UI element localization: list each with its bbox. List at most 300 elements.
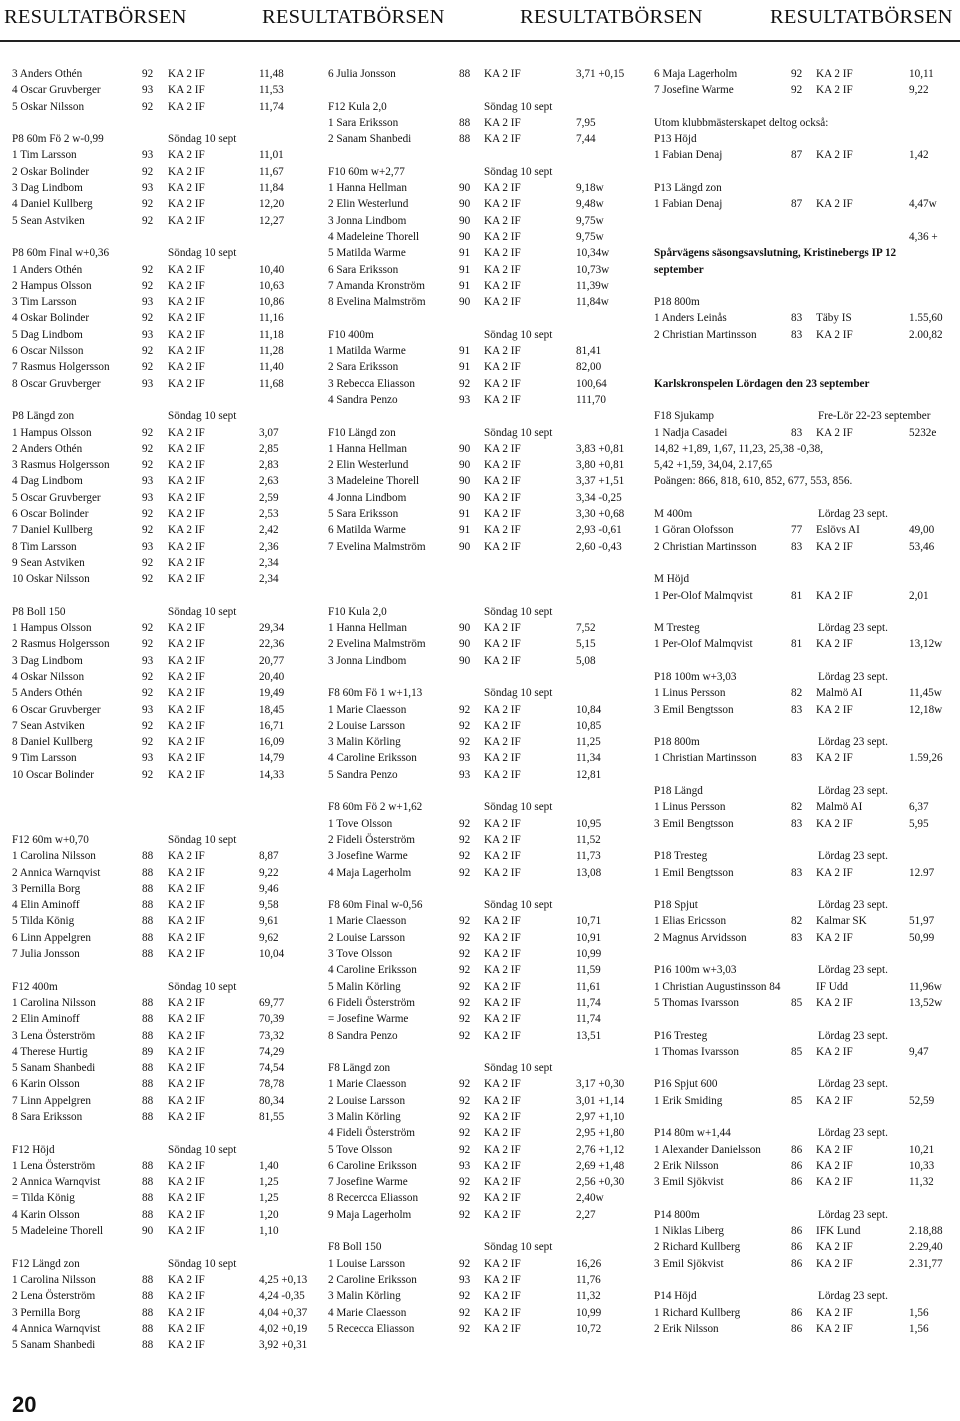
event-date: Lördag 23 sept. bbox=[818, 964, 888, 977]
birth-year: 86 bbox=[791, 1306, 803, 1319]
athlete-name: 1 Marie Claesson bbox=[328, 915, 407, 928]
birth-year: 92 bbox=[459, 931, 471, 944]
result-row bbox=[12, 1288, 312, 1304]
result-value: 10,63 bbox=[259, 279, 285, 292]
athlete-name: 3 Malin Körling bbox=[328, 736, 401, 749]
results-column-2 bbox=[328, 66, 642, 1337]
athlete-name: 3 Madeleine Thorell bbox=[328, 475, 420, 488]
result-value: 12,81 bbox=[576, 768, 602, 781]
result-value: 50,99 bbox=[909, 931, 935, 944]
result-row bbox=[12, 99, 312, 115]
event-date: Söndag 10 sept bbox=[484, 801, 553, 814]
club-name: KA 2 IF bbox=[168, 687, 205, 700]
birth-year: 86 bbox=[791, 1143, 803, 1156]
result-row bbox=[328, 865, 642, 881]
result-value: 20,40 bbox=[259, 670, 285, 683]
event-heading bbox=[654, 962, 956, 978]
athlete-name: 1 Hanna Hellman bbox=[328, 182, 407, 195]
club-name: KA 2 IF bbox=[168, 1225, 205, 1238]
club-name: KA 2 IF bbox=[168, 736, 205, 749]
spacer bbox=[654, 653, 956, 669]
result-row bbox=[328, 506, 642, 522]
result-value: 4,02 +0,19 bbox=[259, 1322, 308, 1335]
result-value: 9,22 bbox=[259, 866, 279, 879]
result-value: 12,20 bbox=[259, 198, 285, 211]
event-name: P18 Längd bbox=[654, 785, 703, 798]
result-value: 3,71 +0,15 bbox=[576, 68, 625, 80]
club-name: KA 2 IF bbox=[168, 1078, 205, 1091]
result-value: 10,84 bbox=[576, 703, 602, 716]
result-value: 11,32 bbox=[909, 1176, 934, 1189]
result-value: 8,87 bbox=[259, 850, 279, 863]
club-name: KA 2 IF bbox=[168, 459, 205, 472]
birth-year: 90 bbox=[459, 442, 471, 455]
club-name: KA 2 IF bbox=[168, 573, 205, 586]
athlete-name: 3 Emil Sjökvist bbox=[654, 1176, 724, 1189]
result-row bbox=[328, 262, 642, 278]
result-row bbox=[328, 392, 642, 408]
spacer bbox=[328, 147, 642, 163]
result-row bbox=[12, 343, 312, 359]
result-value: 10,91 bbox=[576, 931, 602, 944]
event-name: P16 Spjut 600 bbox=[654, 1078, 718, 1091]
result-value: 5232e bbox=[909, 426, 937, 439]
result-value: 14,33 bbox=[259, 768, 285, 781]
result-row bbox=[12, 1093, 312, 1109]
event-name: M 400m bbox=[654, 508, 693, 521]
club-name: KA 2 IF bbox=[816, 996, 853, 1009]
birth-year: 86 bbox=[791, 1159, 803, 1172]
club-name: KA 2 IF bbox=[816, 426, 853, 439]
result-row bbox=[654, 1321, 956, 1337]
club-name: KA 2 IF bbox=[816, 84, 853, 97]
athlete-name: 1 Anders Leinås bbox=[654, 312, 727, 325]
result-value: 2,56 +0,30 bbox=[576, 1176, 625, 1189]
result-value: 2.00,82 bbox=[909, 328, 943, 341]
birth-year: 81 bbox=[791, 589, 803, 602]
result-value: 2,93 -0,61 bbox=[576, 524, 622, 537]
athlete-name: 5 Matilda Warme bbox=[328, 247, 406, 260]
event-date: Söndag 10 sept bbox=[484, 1062, 553, 1075]
event-name: F12 Höjd bbox=[12, 1143, 55, 1156]
athlete-name: 8 Daniel Kullberg bbox=[12, 736, 93, 749]
club-name: KA 2 IF bbox=[484, 866, 521, 879]
result-value: 69,77 bbox=[259, 996, 285, 1009]
club-name: KA 2 IF bbox=[816, 1176, 853, 1189]
athlete-name: 1 Thomas Ivarsson bbox=[654, 1045, 739, 1058]
spacer bbox=[654, 1109, 956, 1125]
event-heading bbox=[654, 848, 956, 864]
event-name: F8 60m Final w-0,56 bbox=[328, 899, 423, 912]
result-row bbox=[12, 946, 312, 962]
result-value: 82,00 bbox=[576, 361, 602, 374]
result-value: 2,97 +1,10 bbox=[576, 1111, 625, 1123]
result-row bbox=[654, 1239, 956, 1255]
club-name: KA 2 IF bbox=[168, 540, 205, 553]
club-name: KA 2 IF bbox=[168, 345, 205, 358]
birth-year: 83 bbox=[791, 328, 803, 341]
athlete-name: 6 Karin Olsson bbox=[12, 1078, 80, 1091]
club-name: KA 2 IF bbox=[484, 833, 521, 846]
event-name: P8 60m Fö 2 w-0,99 bbox=[12, 133, 104, 146]
club-name: KA 2 IF bbox=[484, 768, 521, 781]
result-value: 1,40 bbox=[259, 1159, 279, 1172]
club-name: IFK Lund bbox=[816, 1225, 861, 1238]
athlete-name: 4 Maja Lagerholm bbox=[328, 866, 412, 879]
spacer bbox=[328, 571, 642, 587]
event-date: Söndag 10 sept bbox=[484, 165, 553, 178]
event-name: F8 Boll 150 bbox=[328, 1241, 382, 1254]
result-value: 5,95 bbox=[909, 817, 929, 830]
result-value: 10,34w bbox=[576, 247, 610, 260]
athlete-name: 3 Emil Bengtsson bbox=[654, 817, 734, 830]
athlete-name: 2 Anders Othén bbox=[12, 442, 83, 455]
spacer bbox=[328, 310, 642, 326]
result-value: 11,53 bbox=[259, 84, 284, 97]
result-row bbox=[12, 1060, 312, 1076]
athlete-name: 1 Elias Ericsson bbox=[654, 915, 727, 928]
result-value: 81,55 bbox=[259, 1111, 285, 1123]
event-date: Lördag 23 sept. bbox=[818, 1290, 888, 1303]
result-value: 11,16 bbox=[259, 312, 284, 325]
result-value: 11,67 bbox=[259, 165, 284, 178]
club-name: KA 2 IF bbox=[168, 149, 205, 162]
club-name: KA 2 IF bbox=[168, 1062, 205, 1075]
result-row bbox=[12, 865, 312, 881]
result-value: 52,59 bbox=[909, 1094, 935, 1107]
result-value: 9,22 bbox=[909, 84, 929, 97]
birth-year: 88 bbox=[142, 1062, 154, 1075]
event-name: F8 60m Fö 1 w+1,13 bbox=[328, 687, 423, 700]
result-row bbox=[328, 1321, 642, 1337]
event-heading bbox=[328, 897, 642, 913]
birth-year: 92 bbox=[142, 198, 154, 211]
header-title: RESULTATBÖRSEN bbox=[520, 6, 703, 28]
spacer bbox=[328, 783, 642, 799]
result-value: 9,75w bbox=[576, 214, 604, 227]
event-date: Söndag 10 sept bbox=[484, 426, 553, 439]
birth-year: 92 bbox=[142, 165, 154, 178]
event-name: P8 60m Final w+0,36 bbox=[12, 247, 110, 260]
event-date: Lördag 23 sept. bbox=[818, 850, 888, 863]
result-value: 16,26 bbox=[576, 1257, 602, 1270]
birth-year: 91 bbox=[459, 524, 471, 537]
birth-year: 93 bbox=[459, 768, 471, 781]
result-value: 10,04 bbox=[259, 948, 285, 961]
birth-year: 93 bbox=[142, 182, 154, 195]
meet-heading-text: Spårvägens säsongsavslutning, Kristinebergs IP 12 bbox=[654, 247, 897, 260]
event-name: P18 800m bbox=[654, 736, 700, 749]
result-value: 10,72 bbox=[576, 1322, 602, 1335]
athlete-name: 5 Oscar Gruvberger bbox=[12, 491, 101, 504]
spacer bbox=[328, 1223, 642, 1239]
result-row bbox=[12, 180, 312, 196]
athlete-name: 7 Julia Jonsson bbox=[12, 948, 80, 961]
athlete-name: 1 Per-Olof Malmqvist bbox=[654, 589, 753, 602]
athlete-name: 1 Linus Persson bbox=[654, 687, 726, 700]
athlete-name: 8 Sandra Penzo bbox=[328, 1029, 398, 1042]
page-number: 20 bbox=[12, 1392, 37, 1417]
club-name: KA 2 IF bbox=[168, 165, 205, 178]
text-line-content: M Höjd bbox=[654, 573, 690, 586]
result-row bbox=[12, 457, 312, 473]
result-value: 10,85 bbox=[576, 719, 602, 732]
result-value: 16,71 bbox=[259, 719, 285, 732]
result-row bbox=[12, 473, 312, 489]
club-name: KA 2 IF bbox=[484, 459, 521, 472]
athlete-name: 4 Marie Claesson bbox=[328, 1306, 407, 1319]
athlete-name: 1 Carolina Nilsson bbox=[12, 1273, 96, 1286]
result-row bbox=[328, 131, 642, 147]
athlete-name: 1 Sara Eriksson bbox=[328, 116, 399, 129]
birth-year: 88 bbox=[142, 1029, 154, 1042]
birth-year: 90 bbox=[459, 230, 471, 243]
event-date: Lördag 23 sept. bbox=[818, 736, 888, 749]
spacer bbox=[328, 82, 642, 98]
result-row bbox=[654, 1223, 956, 1239]
athlete-name: 3 Lena Österström bbox=[12, 1029, 96, 1042]
athlete-name: 4 Oscar Gruvberger bbox=[12, 84, 101, 97]
athlete-name: 4 Karin Olsson bbox=[12, 1208, 80, 1221]
result-row bbox=[12, 441, 312, 457]
result-row bbox=[12, 1272, 312, 1288]
event-date: Söndag 10 sept bbox=[168, 247, 237, 260]
club-name: KA 2 IF bbox=[168, 1045, 205, 1058]
result-row bbox=[654, 147, 956, 163]
event-date: Söndag 10 sept bbox=[168, 605, 237, 618]
athlete-name: 8 Tim Larsson bbox=[12, 540, 77, 553]
event-date: Söndag 10 sept bbox=[168, 1257, 237, 1270]
result-row bbox=[328, 636, 642, 652]
birth-year: 90 bbox=[459, 296, 471, 309]
result-row bbox=[12, 522, 312, 538]
result-value: 14,79 bbox=[259, 752, 285, 765]
birth-year: 88 bbox=[142, 850, 154, 863]
club-name: KA 2 IF bbox=[168, 377, 205, 390]
result-row bbox=[328, 1288, 642, 1304]
result-row bbox=[654, 539, 956, 555]
birth-year: 93 bbox=[459, 1159, 471, 1172]
spacer bbox=[654, 832, 956, 848]
result-value: 20,77 bbox=[259, 654, 285, 667]
result-row bbox=[12, 1190, 312, 1206]
result-value: 11,59 bbox=[576, 964, 601, 977]
result-value: 2,60 -0,43 bbox=[576, 540, 622, 553]
club-name: KA 2 IF bbox=[168, 279, 205, 292]
result-value: 1,56 bbox=[909, 1306, 929, 1319]
result-row bbox=[12, 376, 312, 392]
result-value: 6,37 bbox=[909, 801, 929, 814]
athlete-name: 6 Caroline Eriksson bbox=[328, 1159, 417, 1172]
event-heading bbox=[654, 897, 956, 913]
athlete-name: 6 Oscar Gruvberger bbox=[12, 703, 101, 716]
result-value: 11,84w bbox=[576, 296, 609, 309]
event-heading bbox=[328, 425, 642, 441]
event-heading bbox=[328, 799, 642, 815]
result-value: 73,32 bbox=[259, 1029, 285, 1042]
athlete-name: 4 Fideli Österström bbox=[328, 1127, 416, 1140]
birth-year: 85 bbox=[791, 1045, 803, 1058]
result-value: 2.31,77 bbox=[909, 1257, 943, 1270]
birth-year: 92 bbox=[459, 996, 471, 1009]
result-value: 1,56 bbox=[909, 1322, 929, 1335]
event-date: Lördag 23 sept. bbox=[818, 899, 888, 912]
result-row bbox=[12, 1158, 312, 1174]
club-name: KA 2 IF bbox=[816, 703, 853, 716]
event-date: Söndag 10 sept bbox=[168, 1143, 237, 1156]
result-row bbox=[12, 653, 312, 669]
club-name: KA 2 IF bbox=[484, 1159, 521, 1172]
result-row bbox=[12, 1174, 312, 1190]
birth-year: 90 bbox=[459, 638, 471, 651]
spacer bbox=[12, 783, 312, 799]
athlete-name: 5 Malin Körling bbox=[328, 980, 401, 993]
club-name: KA 2 IF bbox=[816, 1045, 853, 1058]
header-title: RESULTATBÖRSEN bbox=[262, 6, 445, 28]
event-date: Lördag 23 sept. bbox=[818, 1127, 888, 1140]
club-name: KA 2 IF bbox=[168, 1094, 205, 1107]
event-date: Söndag 10 sept bbox=[484, 328, 553, 341]
result-row bbox=[12, 539, 312, 555]
club-name: KA 2 IF bbox=[484, 361, 521, 374]
athlete-name: 1 Hanna Hellman bbox=[328, 622, 407, 635]
result-row bbox=[654, 1256, 956, 1272]
result-value: 10,71 bbox=[576, 915, 602, 928]
result-row bbox=[12, 278, 312, 294]
result-row bbox=[328, 832, 642, 848]
result-value: 53,46 bbox=[909, 540, 935, 553]
result-value: 7,52 bbox=[576, 622, 596, 635]
event-heading bbox=[12, 604, 312, 620]
result-row bbox=[654, 310, 956, 326]
result-value: 2,36 bbox=[259, 540, 279, 553]
result-value: 10,95 bbox=[576, 817, 602, 830]
result-row bbox=[654, 66, 956, 82]
club-name: KA 2 IF bbox=[168, 296, 205, 309]
result-row bbox=[328, 343, 642, 359]
spacer bbox=[328, 881, 642, 897]
result-row bbox=[654, 1305, 956, 1321]
athlete-name: 2 Christian Martinsson bbox=[654, 540, 757, 553]
birth-year: 92 bbox=[142, 68, 154, 80]
birth-year: 92 bbox=[459, 1257, 471, 1270]
result-row bbox=[328, 473, 642, 489]
birth-year: 88 bbox=[459, 116, 471, 129]
spacer bbox=[654, 767, 956, 783]
spacer bbox=[654, 278, 956, 294]
spacer bbox=[12, 1125, 312, 1141]
result-row bbox=[654, 1174, 956, 1190]
result-row bbox=[328, 229, 642, 245]
athlete-name: 6 Fideli Österström bbox=[328, 996, 416, 1009]
athlete-name: 2 Evelina Malmström bbox=[328, 638, 426, 651]
spacer bbox=[654, 604, 956, 620]
result-row bbox=[328, 930, 642, 946]
club-name: KA 2 IF bbox=[168, 638, 205, 651]
club-name: KA 2 IF bbox=[484, 931, 521, 944]
meet-heading bbox=[654, 376, 956, 392]
result-value: 2,27 bbox=[576, 1208, 596, 1221]
athlete-name: 1 Christian Martinsson bbox=[654, 752, 757, 765]
event-heading bbox=[12, 1256, 312, 1272]
athlete-name: 3 Malin Körling bbox=[328, 1290, 401, 1303]
birth-year: 92 bbox=[142, 263, 154, 276]
result-value: 11,74 bbox=[576, 1013, 601, 1026]
spacer bbox=[654, 1011, 956, 1027]
athlete-name: 7 Rasmus Holgersson bbox=[12, 361, 110, 374]
event-date: Lördag 23 sept. bbox=[818, 1208, 888, 1221]
birth-year: 92 bbox=[459, 817, 471, 830]
birth-year: 86 bbox=[791, 1257, 803, 1270]
result-row bbox=[328, 750, 642, 766]
event-name: P8 Längd zon bbox=[12, 410, 75, 423]
club-name: KA 2 IF bbox=[484, 1192, 521, 1205]
club-name: KA 2 IF bbox=[816, 540, 853, 553]
club-name: KA 2 IF bbox=[168, 915, 205, 928]
event-heading bbox=[328, 685, 642, 701]
birth-year: 92 bbox=[459, 980, 471, 993]
result-value: 9,18w bbox=[576, 182, 604, 195]
club-name: KA 2 IF bbox=[168, 752, 205, 765]
athlete-name: 7 Daniel Kullberg bbox=[12, 524, 93, 537]
result-row bbox=[12, 196, 312, 212]
result-row bbox=[328, 1093, 642, 1109]
result-value: 9,47 bbox=[909, 1045, 929, 1058]
athlete-name: 2 Elin Westerlund bbox=[328, 459, 409, 472]
result-row bbox=[12, 930, 312, 946]
text-line bbox=[654, 131, 956, 147]
athlete-name: 2 Caroline Eriksson bbox=[328, 1273, 417, 1286]
athlete-name: 7 Josefine Warme bbox=[328, 1176, 408, 1189]
result-value: 10,21 bbox=[909, 1143, 935, 1156]
club-name: KA 2 IF bbox=[816, 1257, 853, 1270]
club-name: KA 2 IF bbox=[484, 1143, 521, 1156]
result-row bbox=[12, 66, 312, 82]
result-value: 12,18w bbox=[909, 703, 943, 716]
spacer bbox=[12, 392, 312, 408]
result-row bbox=[12, 164, 312, 180]
result-row bbox=[328, 213, 642, 229]
birth-year: 90 bbox=[459, 491, 471, 504]
birth-year: 92 bbox=[459, 703, 471, 716]
birth-year: 83 bbox=[791, 703, 803, 716]
result-value: 4,47w bbox=[909, 198, 937, 211]
birth-year: 93 bbox=[459, 1273, 471, 1286]
club-name: KA 2 IF bbox=[168, 68, 205, 80]
athlete-name: 1 Emil Bengtsson bbox=[654, 866, 734, 879]
event-heading bbox=[654, 783, 956, 799]
athlete-name: 2 Annica Warnqvist bbox=[12, 866, 101, 879]
event-name: F8 60m Fö 2 w+1,62 bbox=[328, 801, 423, 814]
result-row bbox=[328, 66, 642, 82]
athlete-name: 2 Oskar Bolinder bbox=[12, 165, 90, 178]
meet-heading bbox=[654, 262, 956, 278]
result-row bbox=[328, 1011, 642, 1027]
event-date: Söndag 10 sept bbox=[484, 899, 553, 912]
spacer bbox=[12, 588, 312, 604]
club-name: KA 2 IF bbox=[484, 915, 521, 928]
birth-year: 92 bbox=[459, 1290, 471, 1303]
result-value: 49,00 bbox=[909, 524, 935, 537]
result-row bbox=[654, 799, 956, 815]
result-value: 2.29,40 bbox=[909, 1241, 943, 1254]
birth-year: 88 bbox=[142, 1159, 154, 1172]
result-row bbox=[12, 1044, 312, 1060]
club-name: KA 2 IF bbox=[168, 442, 205, 455]
club-name: KA 2 IF bbox=[168, 182, 205, 195]
event-date: Söndag 10 sept bbox=[168, 410, 237, 423]
result-value: 9,75w bbox=[576, 230, 604, 243]
